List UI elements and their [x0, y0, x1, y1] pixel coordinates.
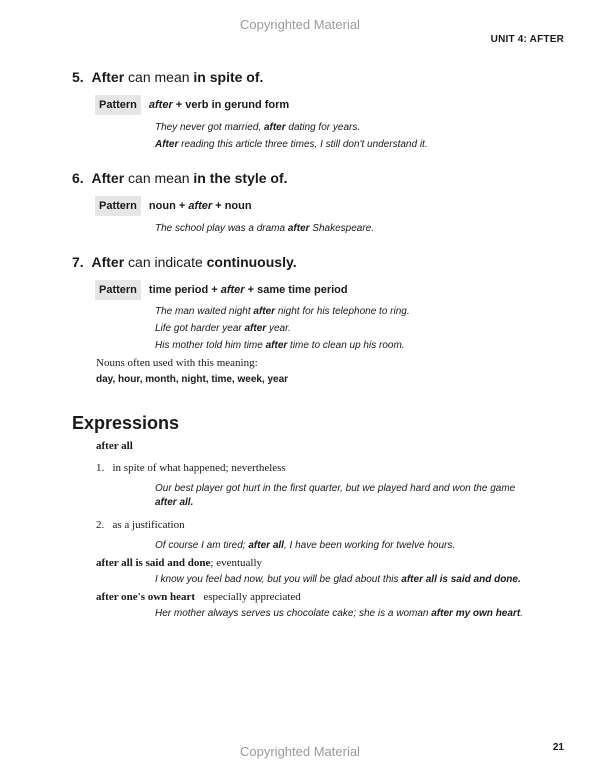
- expression-example-3: I know you feel bad now, but you will be glad about this after all is said and done.: [155, 574, 521, 585]
- nouns-intro: Nouns often used with this meaning:: [96, 357, 258, 369]
- nouns-list: day, hour, month, night, time, week, year: [96, 374, 289, 385]
- expression-after-ones-own-heart: after one's own heart especially appreciated: [96, 591, 301, 603]
- section-5-heading: 5. After can mean in spite of.: [72, 69, 264, 85]
- expression-example-2: Of course I am tired; after all, I have been working for twelve hours.: [155, 540, 456, 551]
- section-6-heading: 6. After can mean in the style of.: [72, 170, 288, 186]
- section-5-example-1: They never got married, after dating for years.: [155, 122, 361, 133]
- expression-example-1-line-1: Our best player got hurt in the first quarter, but we played hard and won the game: [155, 483, 516, 494]
- expression-after-all: after all: [96, 440, 133, 452]
- expression-after-all-said-done: after all is said and done; eventually: [96, 557, 263, 569]
- definition-2: 2. as a justification: [96, 519, 185, 531]
- expressions-title: Expressions: [72, 413, 180, 433]
- section-6-pattern: Pattern noun + after + noun: [95, 196, 252, 216]
- section-7-example-1: The man waited night after night for his telephone to ring.: [155, 306, 410, 317]
- section-6-example-1: The school play was a drama after Shakespeare.: [155, 223, 375, 234]
- section-5-example-2: After reading this article three times, I still don't understand it.: [155, 139, 428, 150]
- section-5-pattern: Pattern after + verb in gerund form: [95, 95, 289, 115]
- watermark-top: Copyrighted Material: [240, 17, 360, 32]
- running-header: UNIT 4: AFTER: [490, 34, 564, 45]
- watermark-bottom: Copyrighted Material: [240, 744, 360, 759]
- section-7-example-2: Life got harder year after year.: [155, 323, 291, 334]
- section-7-heading: 7. After can indicate continuously.: [72, 254, 297, 270]
- definition-1: 1. in spite of what happened; nevertheless: [96, 462, 286, 474]
- expression-example-4: Her mother always serves us chocolate cake; she is a woman after my own heart.: [155, 608, 523, 619]
- section-7-pattern: Pattern time period + after + same time period: [95, 280, 348, 300]
- page-number: 21: [552, 742, 564, 753]
- section-7-example-3: His mother told him time after time to clean up his room.: [155, 340, 405, 351]
- expression-example-1-line-2: after all.: [155, 497, 194, 508]
